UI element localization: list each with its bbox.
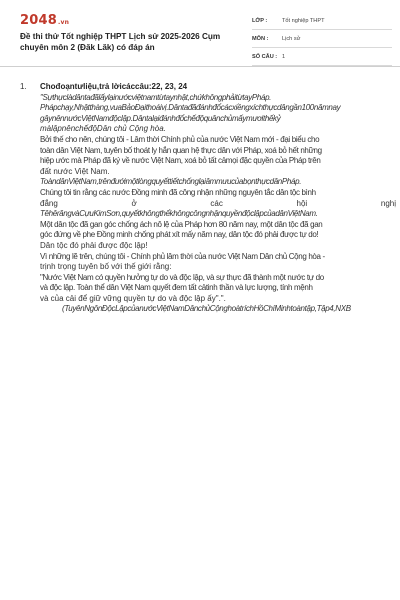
passage-line: và của cải để giữ vững quyền tự do và độc lập ấy".". xyxy=(40,293,226,303)
meta-table xyxy=(252,12,392,66)
passage-line: gâynênnướcViệtNamđộclập.Dântalạiđánhđổchếđộquânchủmấymươithếkỷ xyxy=(40,113,281,123)
count-value: 1 xyxy=(282,53,286,60)
meta-row-subject xyxy=(252,30,392,48)
passage-line: Bởi thế cho nên, chúng tôi - Lâm thời Chính phủ của nước Việt Nam mới - đại biểu cho xyxy=(40,134,320,144)
subject-value: Lịch sử xyxy=(282,35,301,42)
header xyxy=(0,0,400,64)
logo-suffix: .vn xyxy=(57,19,70,26)
passage-line: Phápchạy,Nhậtthàng,vuaBảoĐạithoáivị.Dântađãđánhđổcácxiềngxíchthựcdângần100nămnay xyxy=(40,103,341,113)
passage-line: Một dân tộc đã gan góc chống ách nô lệ của Pháp hơn 80 năm nay, một dân tộc đã gan xyxy=(40,219,323,229)
passage-line: trịnh trọng tuyên bố với thế giới rằng: xyxy=(40,262,172,272)
question-intro: Chođoạntưliệu,trả lờicáccâu:22, 23, 24 xyxy=(40,82,188,91)
site-logo[interactable] xyxy=(20,13,69,28)
question-body xyxy=(40,82,396,315)
passage-line: màlậpnênchếđộDân chủ Cộng hòa. xyxy=(40,124,166,134)
passage-line: "Nước Việt Nam có quyền hưởng tự do và độc lập, và sự thực đã thành một nước tự do xyxy=(40,272,324,282)
count-label: SỐ CÂU : xyxy=(252,53,278,60)
passage-line: hiệp ước mà Pháp đã ký về nước Việt Nam, xoá bỏ tất cảmọi đặc quyền của Pháp trên xyxy=(40,156,321,166)
passage-line: "Sựthựclàdântađãlấylạinướcviệtnamtừtaynhật,chứkhôngphảitừtayPháp. xyxy=(40,92,272,102)
subject-label: MÔN : xyxy=(252,35,269,42)
passage-line: đẳng ở các hội nghị xyxy=(40,198,396,208)
passage-citation: (TuyênNgônĐộcLậpcủanướcViệtNamDânchủCộnghoàtríchHồChíMinhtoàntập,Tập4,NXB xyxy=(62,304,351,314)
document-title: Đề thi thử Tốt nghiệp THPT Lịch sử 2025-2026 Cụm chuyên môn 2 (Đăk Lăk) có đáp án xyxy=(20,32,221,52)
header-divider xyxy=(0,66,400,67)
passage-line: TêhêrăngvàCựuKimSơn,quyếtkhôngthểkhôngcôngnhậnquyềnđộclậpcủadânViệtNam. xyxy=(40,209,318,219)
passage-line: Vì những lẽ trên, chúng tôi - Chính phủ lâm thời của nước Việt Nam Dân chủ Cộng hòa - xyxy=(40,251,325,261)
logo-name: 2048 xyxy=(20,13,57,28)
passage-line: đất nước Việt Nam. xyxy=(40,166,110,176)
passage-line: và độc lập. Toàn thể dân Việt Nam quyết đem tất cảtinh thần và lực lượng, tính mệnh xyxy=(40,283,313,293)
passage-line: góc đứng về phe Đồng minh chống phát xít mấy năm nay, dân tộc đó phải được tự do! xyxy=(40,230,319,240)
passage-line: ToàndânViệtNam,trênđướimộtlòngquyếttiếtchốnglạiâmmưucủabọnthựcdânPháp. xyxy=(40,177,302,187)
passage-line: Chúng tôi tin rằng các nước Đồng minh đã công nhận những nguyên tắc dân tộc bình xyxy=(40,187,316,197)
meta-row-grade xyxy=(252,12,392,30)
grade-value: Tốt nghiệp THPT xyxy=(282,17,325,24)
question-number: 1. xyxy=(20,82,27,91)
grade-label: LỚP : xyxy=(252,17,268,24)
passage-line: toàn dân Việt Nam, tuyên bố thoát ly hẳn quan hệ thực dân với Pháp, xoá bỏ hết những xyxy=(40,145,322,155)
meta-row-count xyxy=(252,48,392,66)
passage-line: Dân tộc đó phải được độc lập! xyxy=(40,240,148,250)
